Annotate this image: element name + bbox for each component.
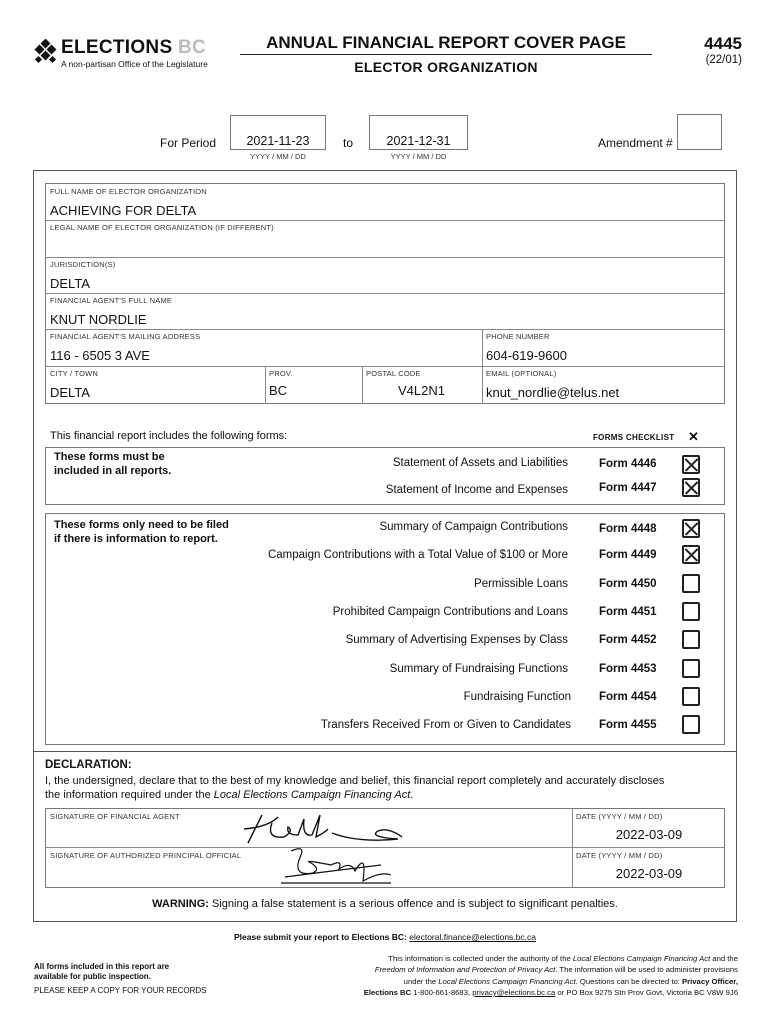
form-4450-label: Permissible Loans (474, 578, 568, 590)
form-4454-label: Fundraising Function (463, 691, 571, 703)
period-start-value: 2021-11-23 (246, 134, 310, 148)
prov-value[interactable]: BC (269, 383, 288, 398)
email-value[interactable]: knut_nordlie@telus.net (486, 385, 620, 400)
address-value[interactable]: 116 - 6505 3 AVE (50, 348, 150, 363)
logo-word: ELECTIONS (61, 37, 173, 58)
privacy-line1-post: and the (710, 954, 738, 963)
period-start-field[interactable] (230, 115, 326, 150)
public-inspection-note (34, 962, 169, 982)
form-4448-code: Form 4448 (599, 523, 657, 535)
form-4453-checkbox[interactable] (682, 659, 700, 678)
form-4453-label: Summary of Fundraising Functions (389, 663, 568, 675)
full-name-value[interactable]: ACHIEVING FOR DELTA (50, 203, 197, 218)
form-4453-code: Form 4453 (599, 663, 657, 675)
privacy-line1-act: Local Elections Campaign Financing Act (572, 954, 711, 963)
form-4447-code: Form 4447 (599, 482, 657, 494)
logo-tagline: A non-partisan Office of the Legislature (61, 59, 208, 69)
submit-email-link[interactable]: electoral.finance@elections.bc.ca (409, 932, 536, 942)
checklist-label: FORMS CHECKLIST (593, 433, 675, 442)
declaration-act-name: Local Elections Campaign Financing Act (213, 789, 411, 801)
page-subtitle: ELECTOR ORGANIZATION (354, 59, 538, 75)
form-4450-code: Form 4450 (599, 578, 657, 590)
privacy-line2-post: . The information will be used to administer provisions (555, 965, 738, 975)
warning-body: Signing a false statement is a serious offence and is subject to significant penalties. (208, 898, 618, 910)
form-4448-label: Summary of Campaign Contributions (379, 521, 568, 533)
city-label: CITY / TOWN (50, 369, 99, 378)
privacy-line3 (300, 976, 738, 987)
form-4449-code: Form 4449 (599, 549, 657, 561)
form-4448-checkbox[interactable] (682, 519, 700, 538)
declaration-text-line2 (45, 789, 413, 801)
warning-text (45, 898, 725, 910)
optional-note-line2: if there is information to report. (54, 533, 218, 545)
form-4449-label: Campaign Contributions with a Total Value of $100 or More (267, 549, 568, 561)
public-line2: available for public inspection. (34, 972, 151, 981)
form-4455-label: Transfers Received From or Given to Candidates (320, 719, 571, 731)
form-4447-label: Statement of Income and Expenses (385, 484, 568, 496)
declaration-text-pre: the information required under the (45, 789, 214, 801)
city-value[interactable]: DELTA (50, 385, 90, 400)
period-start-format: YYYY / MM / DD (250, 152, 306, 161)
organization-box (45, 183, 725, 404)
privacy-line2-act: Freedom of Information and Protection of Privacy Act (374, 965, 556, 975)
required-note-line1: These forms must be (54, 451, 165, 463)
principal-signature-label: SIGNATURE OF AUTHORIZED PRINCIPAL OFFICIAL (50, 851, 242, 860)
logo-bc: BC (178, 37, 207, 58)
period-to-label: to (343, 136, 354, 150)
form-4455-checkbox[interactable] (682, 715, 700, 734)
jurisdiction-value[interactable]: DELTA (50, 276, 90, 291)
principal-date-value[interactable]: 2022-03-09 (615, 866, 683, 881)
form-4451-label: Prohibited Campaign Contributions and Loans (332, 606, 568, 618)
privacy-line3-mid: . Questions can be directed to: (575, 976, 683, 986)
privacy-org: Elections BC (363, 987, 412, 997)
jurisdiction-label: JURISDICTION(S) (50, 260, 116, 269)
address-label: FINANCIAL AGENT'S MAILING ADDRESS (50, 332, 201, 341)
declaration-heading: DECLARATION: (45, 759, 132, 771)
privacy-line3-pre: under the (403, 976, 439, 986)
form-4451-checkbox[interactable] (682, 602, 700, 621)
phone-label: PHONE NUMBER (486, 332, 550, 341)
agent-date-value[interactable]: 2022-03-09 (615, 827, 683, 842)
form-number: 4445 (704, 34, 742, 53)
privacy-line3-act: Local Elections Campaign Financing Act (438, 976, 576, 986)
prov-label: PROV. (269, 369, 293, 378)
postal-value[interactable]: V4L2N1 (398, 383, 445, 398)
form-4450-checkbox[interactable] (682, 574, 700, 593)
amendment-label: Amendment # (598, 136, 673, 150)
agent-signature-label: SIGNATURE OF FINANCIAL AGENT (50, 812, 180, 821)
agent-name-value[interactable]: KNUT NORDLIE (50, 312, 147, 327)
privacy-officer: Privacy Officer, (682, 976, 738, 986)
form-4454-code: Form 4454 (599, 691, 657, 703)
warning-label: WARNING: (152, 898, 209, 910)
period-end-field[interactable] (369, 115, 468, 150)
required-forms-box (45, 447, 725, 505)
privacy-line1-pre: This information is collected under the authority of the (388, 954, 573, 963)
declaration-text-post: . (410, 789, 414, 801)
period-label: For Period (160, 136, 217, 150)
agent-date-label: DATE (YYYY / MM / DD) (576, 812, 663, 821)
agent-name-label: FINANCIAL AGENT'S FULL NAME (50, 296, 173, 305)
submit-line (33, 932, 737, 942)
period-end-format: YYYY / MM / DD (390, 152, 447, 161)
page-title: ANNUAL FINANCIAL REPORT COVER PAGE (266, 33, 626, 52)
form-4451-code: Form 4451 (599, 606, 657, 618)
form-4455-code: Form 4455 (599, 719, 657, 731)
period-end-value: 2021-12-31 (386, 134, 451, 148)
form-4446-checkbox[interactable] (682, 455, 700, 474)
optional-note-line1: These forms only need to be filed (54, 519, 229, 531)
form-4449-checkbox[interactable] (682, 545, 700, 564)
privacy-phone: 1-800-661-8683, (411, 987, 473, 997)
checklist-x-icon: ✕ (688, 429, 699, 444)
keep-copy-note: PLEASE KEEP A COPY FOR YOUR RECORDS (34, 986, 207, 995)
submit-label: Please submit your report to Elections BC: (234, 932, 410, 942)
principal-date-label: DATE (YYYY / MM / DD) (576, 851, 663, 860)
form-4446-code: Form 4446 (599, 458, 657, 470)
privacy-notice (300, 953, 738, 998)
privacy-line2 (300, 964, 738, 975)
privacy-address: or PO Box 9275 Stn Prov Govt, Victoria BC V8W 9J6 (555, 987, 738, 997)
logo-mark-icon (33, 39, 61, 65)
full-name-label: FULL NAME OF ELECTOR ORGANIZATION (50, 187, 207, 196)
declaration-text-line1: I, the undersigned, declare that to the best of my knowledge and belief, this financial report completely and accurately discloses (45, 775, 665, 787)
form-4452-code: Form 4452 (599, 634, 657, 646)
form-4446-label: Statement of Assets and Liabilities (392, 457, 568, 469)
email-label: EMAIL (OPTIONAL) (486, 369, 557, 378)
amendment-field[interactable] (677, 114, 722, 150)
public-line1: All forms included in this report are (34, 962, 170, 971)
privacy-line1 (300, 953, 738, 964)
privacy-line4 (300, 987, 738, 998)
form-4452-checkbox[interactable] (682, 630, 700, 649)
postal-label: POSTAL CODE (366, 369, 421, 378)
legal-name-label: LEGAL NAME OF ELECTOR ORGANIZATION (IF DIFFERENT) (50, 223, 274, 232)
form-4447-checkbox[interactable] (682, 478, 700, 497)
principal-signature[interactable] (271, 841, 401, 889)
form-version: (22/01) (705, 54, 742, 66)
form-4452-label: Summary of Advertising Expenses by Class (345, 634, 568, 646)
phone-value[interactable]: 604-619-9600 (486, 348, 567, 363)
required-note-line2: included in all reports. (54, 465, 172, 477)
elections-bc-logo (33, 37, 208, 71)
form-4454-checkbox[interactable] (682, 687, 700, 706)
optional-forms-box (45, 513, 725, 745)
privacy-email-link[interactable]: privacy@elections.bc.ca (472, 987, 556, 997)
signature-box (45, 808, 725, 888)
forms-intro: This financial report includes the following forms: (50, 430, 288, 442)
